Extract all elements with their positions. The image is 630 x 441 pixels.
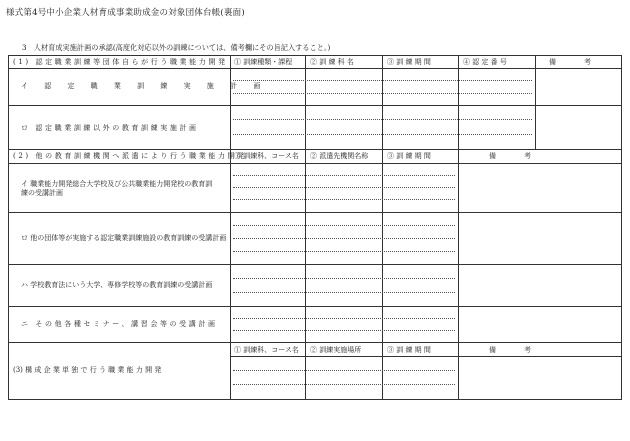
section1-col-remarks: 備 考 [549,58,591,66]
section3-col-period: ③ 訓 練 期 間 [387,346,431,354]
section1-row-i: イ 認 定 職 業 訓 練 実 施 計 画 [21,82,268,90]
section2-row-ni: ニ その他各種セミナー、講習会等の受講計画 [21,320,218,328]
section3-col-remarks: 備 考 [489,346,531,354]
form-title: 様式第4号中小企業人材育成事業助成金の対象団体台帳(裏面) [6,8,245,18]
plan-table [8,55,622,400]
section2-col-course: ① 訓練科、コース名 [234,152,299,160]
section2-row-i: イ 職業能力開発総合大学校及び公共職業能力開発校の教育訓練の受講計画 [21,180,213,197]
section1-row-ro: ロ 認定職業訓練以外の教育訓練実施計画 [21,124,199,132]
section2-col-remarks: 備 考 [489,152,531,160]
section1-col-course-name: ② 訓 練 科 名 [310,58,354,66]
section2-row-ha: ハ 学校教育法にいう大学、専修学校等の教育訓練の受講計画 [21,281,213,289]
section3-col-course: ① 訓練科、コース名 [234,346,299,354]
form-subtitle: 3 人材育成実施計画の承認(高度化対応以外の訓練については、備考欄にその旨記入すること。) [22,43,331,52]
section1-header: (1) 認定職業訓練等団体自らが行う職業能力開発 [13,58,228,66]
section1-col-cert-number: ④ 認 定 番 号 [463,58,507,66]
section1-col-period: ③ 訓 練 期 間 [387,58,431,66]
section2-row-ro: ロ 他の団体等が実施する認定職業訓練施設の教育訓練の受講計画 [21,234,227,242]
section2-col-institution: ② 派遣先機関名称 [310,152,369,160]
section1-col-course-type: ① 訓練種類・課程 [234,58,293,66]
section3-col-location: ② 訓練実施場所 [310,346,362,354]
section2-col-period: ③ 訓 練 期 間 [387,152,431,160]
section2-header: (2) 他の教育訓練機関へ派遣により行う職業能力開発 [13,152,247,160]
section3-header: (3) 構 成 企 業 単 独 で 行 う 職 業 能 力 開 発 [13,366,162,374]
